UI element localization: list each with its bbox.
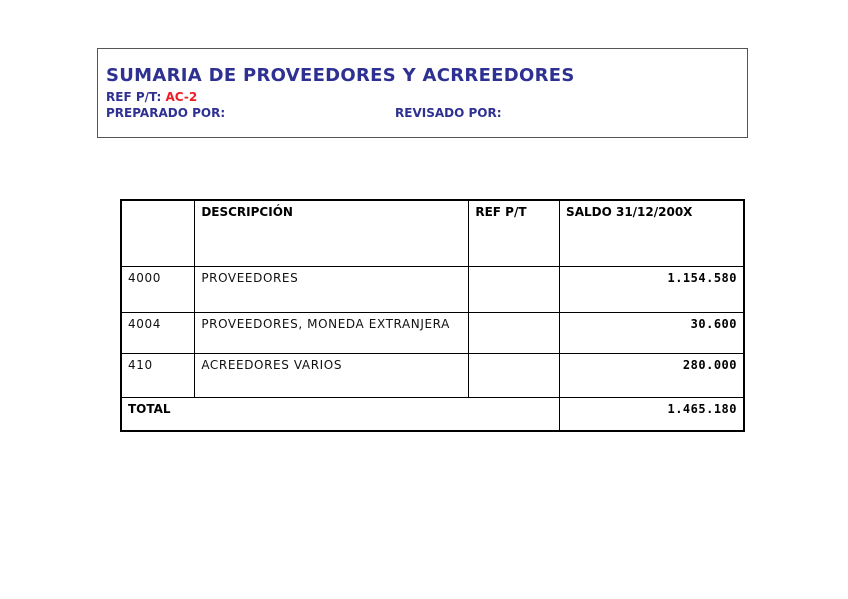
summary-table bbox=[120, 199, 745, 432]
column-header-ref: REF P/T bbox=[469, 200, 560, 266]
table-row bbox=[121, 353, 744, 397]
table-row bbox=[121, 266, 744, 312]
total-row bbox=[121, 397, 744, 431]
account-cell: 4004 bbox=[121, 312, 195, 353]
account-cell: 410 bbox=[121, 353, 195, 397]
description-cell: PROVEEDORES bbox=[195, 266, 469, 312]
column-header-account bbox=[121, 200, 195, 266]
ref-cell bbox=[469, 353, 560, 397]
description-cell: PROVEEDORES, MONEDA EXTRANJERA bbox=[195, 312, 469, 353]
ref-cell bbox=[469, 312, 560, 353]
table-row bbox=[121, 312, 744, 353]
page-title: SUMARIA DE PROVEEDORES Y ACRREEDORES bbox=[106, 65, 575, 86]
balance-cell: 280.000 bbox=[560, 353, 744, 397]
column-header-description: DESCRIPCIÓN bbox=[195, 200, 469, 266]
ref-line bbox=[106, 90, 197, 104]
balance-cell: 1.154.580 bbox=[560, 266, 744, 312]
reviewed-by-label: REVISADO POR: bbox=[395, 106, 502, 120]
description-cell: ACREEDORES VARIOS bbox=[195, 353, 469, 397]
ref-cell bbox=[469, 266, 560, 312]
ref-label: REF P/T: bbox=[106, 90, 162, 104]
header-box bbox=[97, 48, 748, 138]
column-header-balance: SALDO 31/12/200X bbox=[560, 200, 744, 266]
balance-cell: 30.600 bbox=[560, 312, 744, 353]
total-value: 1.465.180 bbox=[560, 397, 744, 431]
ref-value: AC-2 bbox=[165, 90, 198, 104]
table-header-row bbox=[121, 200, 744, 266]
total-label: TOTAL bbox=[121, 397, 560, 431]
prepared-by-label: PREPARADO POR: bbox=[106, 106, 226, 120]
account-cell: 4000 bbox=[121, 266, 195, 312]
